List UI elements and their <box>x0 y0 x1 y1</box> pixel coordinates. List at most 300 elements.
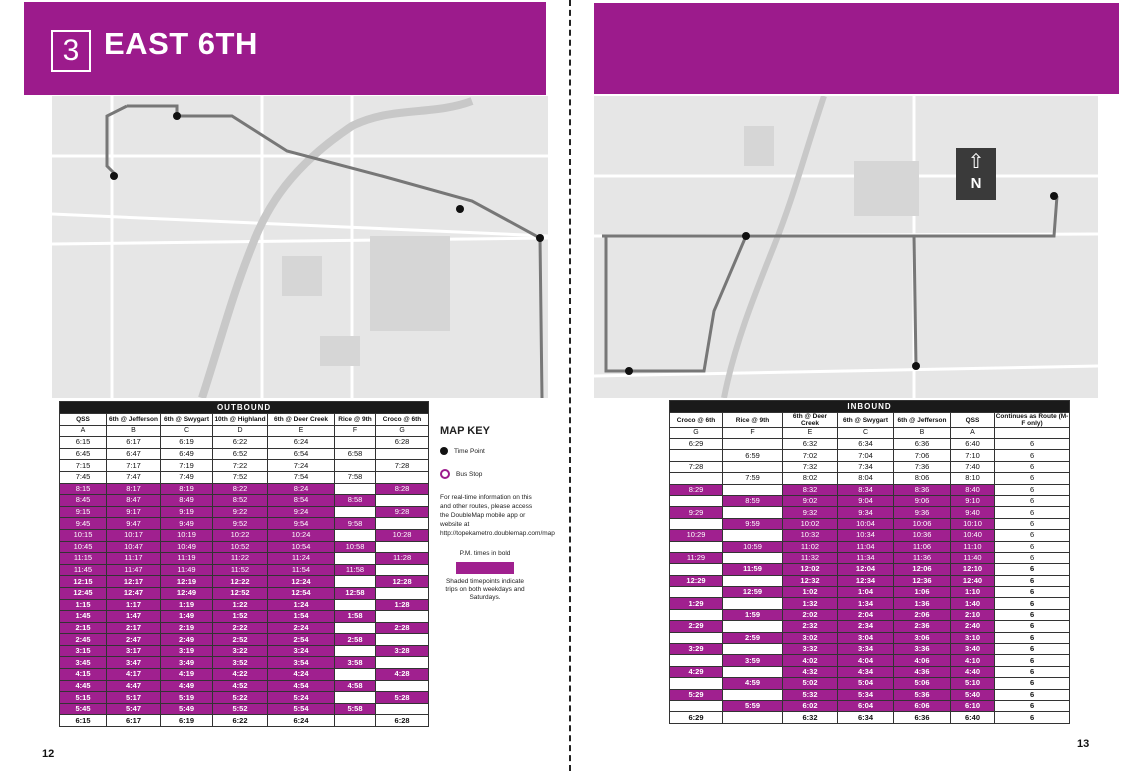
time-cell <box>723 552 783 563</box>
time-cell: 6:24 <box>268 437 335 449</box>
outbound-timepoint-letter: G <box>376 425 429 437</box>
time-cell: 6 <box>995 518 1070 529</box>
time-cell: 10:10 <box>951 518 995 529</box>
time-cell: 7:58 <box>335 471 376 483</box>
table-row <box>60 506 429 518</box>
time-cell: 7:10 <box>951 450 995 461</box>
time-cell: 6:45 <box>60 448 107 460</box>
map-east-canvas <box>594 96 1098 398</box>
time-cell: 2:49 <box>161 634 213 646</box>
time-cell: 2:47 <box>107 634 161 646</box>
time-cell: 4:10 <box>951 655 995 666</box>
time-cell: 5:15 <box>60 692 107 704</box>
time-cell: 6:02 <box>783 700 838 711</box>
time-cell: 3:29 <box>670 644 723 655</box>
time-cell <box>376 448 429 460</box>
time-cell <box>376 657 429 669</box>
time-cell: 11:52 <box>213 564 268 576</box>
time-cell: 5:24 <box>268 692 335 704</box>
table-row <box>60 692 429 704</box>
page-fold-divider <box>569 0 571 771</box>
time-cell: 12:40 <box>951 575 995 586</box>
time-cell: 6 <box>995 495 1070 506</box>
time-cell: 11:58 <box>335 564 376 576</box>
table-row <box>670 678 1070 689</box>
time-cell: 1:02 <box>783 587 838 598</box>
time-cell: 8:29 <box>670 484 723 495</box>
time-cell <box>335 553 376 565</box>
time-cell: 6:47 <box>107 448 161 460</box>
time-cell: 4:40 <box>951 666 995 677</box>
time-cell: 6:22 <box>213 437 268 449</box>
table-row <box>670 700 1070 711</box>
inbound-timepoint-letter: E <box>783 428 838 439</box>
time-cell: 3:10 <box>951 632 995 643</box>
time-cell: 11:02 <box>783 541 838 552</box>
time-cell <box>376 703 429 715</box>
time-cell <box>723 621 783 632</box>
inbound-timepoint-letter: B <box>894 428 951 439</box>
time-cell: 1:10 <box>951 587 995 598</box>
time-cell: 4:29 <box>670 666 723 677</box>
time-cell: 7:52 <box>213 471 268 483</box>
time-cell: 12:49 <box>161 587 213 599</box>
table-row <box>670 632 1070 643</box>
time-cell <box>335 483 376 495</box>
time-cell: 11:40 <box>951 552 995 563</box>
time-cell: 9:59 <box>723 518 783 529</box>
time-cell: 8:32 <box>783 484 838 495</box>
time-cell <box>335 576 376 588</box>
time-cell: 3:32 <box>783 644 838 655</box>
time-cell: 6:36 <box>894 712 951 723</box>
time-cell: 6:17 <box>107 437 161 449</box>
time-cell: 2:34 <box>838 621 894 632</box>
time-cell: 10:02 <box>783 518 838 529</box>
time-cell: 6 <box>995 598 1070 609</box>
time-cell: 10:59 <box>723 541 783 552</box>
time-cell: 2:06 <box>894 609 951 620</box>
realtime-info: For real-time information on this and other routes, please access the DoubleMap mobile app or website at http://topekametro.doublemap.com/map <box>440 494 555 537</box>
time-cell <box>670 518 723 529</box>
time-cell: 3:22 <box>213 645 268 657</box>
inbound-col-header: Rice @ 9th <box>723 413 783 428</box>
north-label: N <box>970 175 982 192</box>
time-cell: 6:40 <box>951 712 995 723</box>
time-cell <box>670 473 723 484</box>
time-cell: 2:29 <box>670 621 723 632</box>
time-cell: 5:02 <box>783 678 838 689</box>
time-cell: 9:17 <box>107 506 161 518</box>
table-row <box>670 541 1070 552</box>
time-cell: 6 <box>995 689 1070 700</box>
time-cell <box>723 507 783 518</box>
inbound-timepoint-letter <box>995 428 1070 439</box>
time-cell: 3:52 <box>213 657 268 669</box>
time-cell: 6 <box>995 450 1070 461</box>
table-row <box>670 609 1070 620</box>
route-banner <box>24 2 546 95</box>
time-cell <box>670 632 723 643</box>
table-row <box>60 437 429 449</box>
time-cell: 12:29 <box>670 575 723 586</box>
table-row <box>670 473 1070 484</box>
time-cell: 4:19 <box>161 669 213 681</box>
time-cell: 8:24 <box>268 483 335 495</box>
outbound-timepoint-letter: E <box>268 425 335 437</box>
time-cell: 12:17 <box>107 576 161 588</box>
time-cell: 3:59 <box>723 655 783 666</box>
time-cell: 4:17 <box>107 669 161 681</box>
time-point-icon <box>440 447 448 455</box>
time-cell: 9:19 <box>161 506 213 518</box>
inbound-rows <box>670 439 1070 724</box>
time-cell: 10:54 <box>268 541 335 553</box>
time-cell: 3:04 <box>838 632 894 643</box>
time-cell <box>335 529 376 541</box>
time-cell <box>670 495 723 506</box>
time-cell: 2:40 <box>951 621 995 632</box>
time-cell: 1:40 <box>951 598 995 609</box>
time-cell: 2:17 <box>107 622 161 634</box>
time-cell <box>723 530 783 541</box>
table-row <box>670 495 1070 506</box>
table-row <box>670 450 1070 461</box>
time-cell <box>723 439 783 450</box>
time-cell: 6:49 <box>161 448 213 460</box>
time-cell: 2:02 <box>783 609 838 620</box>
time-cell: 6 <box>995 700 1070 711</box>
time-cell: 2:15 <box>60 622 107 634</box>
time-cell: 6:34 <box>838 712 894 723</box>
time-cell: 6 <box>995 530 1070 541</box>
time-cell <box>376 518 429 530</box>
time-cell: 5:28 <box>376 692 429 704</box>
time-cell: 8:54 <box>268 495 335 507</box>
table-row <box>670 644 1070 655</box>
time-cell: 10:36 <box>894 530 951 541</box>
time-cell: 11:22 <box>213 553 268 565</box>
time-cell: 1:17 <box>107 599 161 611</box>
time-cell: 6:28 <box>376 715 429 727</box>
key-time-point-label: Time Point <box>454 447 485 455</box>
time-cell: 9:15 <box>60 506 107 518</box>
outbound-column-headers <box>60 414 429 426</box>
time-cell: 8:58 <box>335 495 376 507</box>
time-cell: 7:02 <box>783 450 838 461</box>
time-cell: 1:52 <box>213 611 268 623</box>
time-cell: 2:19 <box>161 622 213 634</box>
time-cell: 6:17 <box>107 715 161 727</box>
outbound-col-header: QSS <box>60 414 107 426</box>
time-cell: 7:28 <box>670 461 723 472</box>
time-cell <box>376 564 429 576</box>
time-cell: 1:22 <box>213 599 268 611</box>
time-cell: 10:32 <box>783 530 838 541</box>
inbound-timepoint-letter: G <box>670 428 723 439</box>
time-cell <box>335 715 376 727</box>
time-cell: 7:40 <box>951 461 995 472</box>
time-cell: 12:54 <box>268 587 335 599</box>
time-cell: 6 <box>995 439 1070 450</box>
time-cell <box>335 599 376 611</box>
time-cell <box>723 712 783 723</box>
time-cell: 8:52 <box>213 495 268 507</box>
time-cell: 7:22 <box>213 460 268 472</box>
table-row <box>670 575 1070 586</box>
time-cell: 1:29 <box>670 598 723 609</box>
time-cell: 10:06 <box>894 518 951 529</box>
time-cell: 6 <box>995 712 1070 723</box>
time-cell: 6:58 <box>335 448 376 460</box>
table-row <box>60 448 429 460</box>
time-cell: 9:49 <box>161 518 213 530</box>
time-cell: 6 <box>995 507 1070 518</box>
time-cell: 11:32 <box>783 552 838 563</box>
time-cell: 7:28 <box>376 460 429 472</box>
outbound-schedule-table <box>59 401 429 727</box>
time-cell: 2:28 <box>376 622 429 634</box>
table-row <box>670 621 1070 632</box>
time-cell: 6 <box>995 484 1070 495</box>
time-cell: 1:49 <box>161 611 213 623</box>
time-cell: 7:17 <box>107 460 161 472</box>
time-cell: 5:52 <box>213 703 268 715</box>
time-cell: 12:19 <box>161 576 213 588</box>
time-cell: 4:06 <box>894 655 951 666</box>
time-cell: 6:36 <box>894 439 951 450</box>
time-cell: 5:22 <box>213 692 268 704</box>
outbound-col-header: 6th @ Jefferson <box>107 414 161 426</box>
time-cell: 3:19 <box>161 645 213 657</box>
time-cell: 12:06 <box>894 564 951 575</box>
time-cell: 5:59 <box>723 700 783 711</box>
time-cell <box>723 598 783 609</box>
time-cell: 8:17 <box>107 483 161 495</box>
route-number-box: 3 <box>51 30 91 72</box>
time-cell: 7:54 <box>268 471 335 483</box>
table-row <box>60 553 429 565</box>
table-row <box>670 666 1070 677</box>
time-cell: 8:15 <box>60 483 107 495</box>
time-cell: 4:36 <box>894 666 951 677</box>
time-cell: 6 <box>995 666 1070 677</box>
time-cell: 6:19 <box>161 437 213 449</box>
time-cell: 9:04 <box>838 495 894 506</box>
time-cell: 12:15 <box>60 576 107 588</box>
time-cell: 3:49 <box>161 657 213 669</box>
key-time-point <box>440 447 540 455</box>
time-cell: 7:47 <box>107 471 161 483</box>
time-cell: 11:45 <box>60 564 107 576</box>
time-cell: 12:45 <box>60 587 107 599</box>
time-cell: 5:40 <box>951 689 995 700</box>
time-cell <box>376 611 429 623</box>
time-cell <box>670 564 723 575</box>
time-cell <box>670 587 723 598</box>
time-cell: 9:40 <box>951 507 995 518</box>
time-cell: 10:24 <box>268 529 335 541</box>
time-cell: 11:10 <box>951 541 995 552</box>
time-cell: 11:49 <box>161 564 213 576</box>
time-cell: 2:59 <box>723 632 783 643</box>
time-cell: 12:24 <box>268 576 335 588</box>
table-row <box>60 715 429 727</box>
route-map-east <box>594 96 1098 398</box>
table-row <box>670 461 1070 472</box>
time-cell: 9:10 <box>951 495 995 506</box>
outbound-col-header: 6th @ Deer Creek <box>268 414 335 426</box>
time-cell: 1:36 <box>894 598 951 609</box>
time-cell <box>335 692 376 704</box>
time-cell: 9:58 <box>335 518 376 530</box>
time-cell: 5:10 <box>951 678 995 689</box>
time-cell: 7:45 <box>60 471 107 483</box>
time-cell: 4:58 <box>335 680 376 692</box>
inbound-timepoint-letter: A <box>951 428 995 439</box>
time-cell: 12:34 <box>838 575 894 586</box>
time-cell: 5:06 <box>894 678 951 689</box>
time-cell: 4:04 <box>838 655 894 666</box>
time-cell <box>723 575 783 586</box>
time-cell: 1:47 <box>107 611 161 623</box>
time-cell: 6:34 <box>838 439 894 450</box>
time-cell: 9:54 <box>268 518 335 530</box>
time-cell: 5:29 <box>670 689 723 700</box>
outbound-timepoint-letters <box>60 425 429 437</box>
time-cell: 1:58 <box>335 611 376 623</box>
table-row <box>670 439 1070 450</box>
time-cell <box>335 460 376 472</box>
time-cell: 6:29 <box>670 712 723 723</box>
time-cell: 11:47 <box>107 564 161 576</box>
time-cell: 11:06 <box>894 541 951 552</box>
time-cell: 5:58 <box>335 703 376 715</box>
time-cell: 5:34 <box>838 689 894 700</box>
inbound-timepoint-letter: F <box>723 428 783 439</box>
time-cell: 6 <box>995 552 1070 563</box>
bus-stop-icon <box>440 469 450 479</box>
outbound-timepoint-letter: F <box>335 425 376 437</box>
time-cell: 6 <box>995 564 1070 575</box>
time-cell: 6:15 <box>60 437 107 449</box>
table-row <box>60 529 429 541</box>
time-cell: 1:04 <box>838 587 894 598</box>
table-row <box>670 712 1070 723</box>
time-cell: 7:24 <box>268 460 335 472</box>
table-row <box>670 689 1070 700</box>
time-cell <box>723 666 783 677</box>
time-cell: 4:54 <box>268 680 335 692</box>
time-cell: 9:22 <box>213 506 268 518</box>
pm-bold-note: P.M. times in bold <box>459 550 511 557</box>
time-cell: 9:45 <box>60 518 107 530</box>
time-cell: 9:02 <box>783 495 838 506</box>
time-cell: 6:32 <box>783 712 838 723</box>
time-cell: 4:24 <box>268 669 335 681</box>
time-cell: 11:24 <box>268 553 335 565</box>
time-cell: 10:34 <box>838 530 894 541</box>
inbound-col-header: 6th @ Deer Creek <box>783 413 838 428</box>
time-cell: 6:29 <box>670 439 723 450</box>
time-cell: 6:59 <box>723 450 783 461</box>
time-cell <box>670 700 723 711</box>
time-cell: 6:24 <box>268 715 335 727</box>
time-cell: 6:04 <box>838 700 894 711</box>
time-cell <box>670 609 723 620</box>
table-row <box>670 518 1070 529</box>
time-cell: 1:24 <box>268 599 335 611</box>
time-cell: 11:19 <box>161 553 213 565</box>
arrow-up-icon: ⇧ <box>967 151 985 173</box>
time-cell: 12:58 <box>335 587 376 599</box>
time-cell: 7:19 <box>161 460 213 472</box>
time-cell: 11:28 <box>376 553 429 565</box>
time-cell: 8:28 <box>376 483 429 495</box>
time-cell <box>670 678 723 689</box>
key-bus-stop <box>440 469 540 479</box>
time-cell: 4:32 <box>783 666 838 677</box>
table-row <box>670 564 1070 575</box>
time-cell: 12:04 <box>838 564 894 575</box>
time-cell: 6 <box>995 461 1070 472</box>
time-cell: 4:22 <box>213 669 268 681</box>
time-cell: 12:22 <box>213 576 268 588</box>
time-cell: 3:47 <box>107 657 161 669</box>
time-cell <box>376 680 429 692</box>
time-cell: 7:06 <box>894 450 951 461</box>
table-row <box>670 598 1070 609</box>
time-cell: 12:28 <box>376 576 429 588</box>
inbound-schedule-table <box>669 400 1070 724</box>
time-cell: 10:15 <box>60 529 107 541</box>
time-cell: 9:28 <box>376 506 429 518</box>
time-cell: 5:19 <box>161 692 213 704</box>
time-cell: 3:06 <box>894 632 951 643</box>
time-cell: 10:52 <box>213 541 268 553</box>
table-row <box>670 552 1070 563</box>
time-cell: 8:04 <box>838 473 894 484</box>
time-cell: 2:52 <box>213 634 268 646</box>
time-cell: 4:49 <box>161 680 213 692</box>
time-cell: 2:24 <box>268 622 335 634</box>
time-cell: 8:22 <box>213 483 268 495</box>
time-cell: 2:58 <box>335 634 376 646</box>
time-cell: 7:15 <box>60 460 107 472</box>
time-cell: 7:04 <box>838 450 894 461</box>
inbound-timepoint-letters <box>670 428 1070 439</box>
time-cell: 6:06 <box>894 700 951 711</box>
table-row <box>670 655 1070 666</box>
time-cell: 10:17 <box>107 529 161 541</box>
time-cell: 8:59 <box>723 495 783 506</box>
time-cell <box>670 655 723 666</box>
time-cell: 8:10 <box>951 473 995 484</box>
inbound-col-header: QSS <box>951 413 995 428</box>
time-cell: 3:02 <box>783 632 838 643</box>
page-number-left: 12 <box>42 748 55 760</box>
time-cell: 6:19 <box>161 715 213 727</box>
time-cell: 7:32 <box>783 461 838 472</box>
table-row <box>60 703 429 715</box>
table-row <box>60 564 429 576</box>
table-row <box>60 669 429 681</box>
time-cell: 12:32 <box>783 575 838 586</box>
time-cell: 4:28 <box>376 669 429 681</box>
inbound-col-header: Croco @ 6th <box>670 413 723 428</box>
table-row <box>670 484 1070 495</box>
time-cell: 5:36 <box>894 689 951 700</box>
